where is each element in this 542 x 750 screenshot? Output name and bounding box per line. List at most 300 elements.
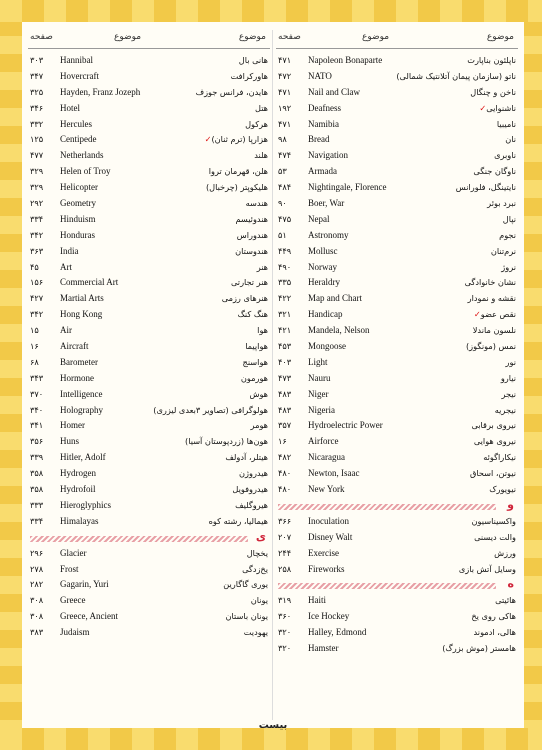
entry-english-term: Hitler, Adolf — [60, 452, 106, 463]
index-entry — [28, 69, 270, 85]
entry-english-term: Newton, Isaac — [308, 468, 360, 479]
entry-english-term: Light — [308, 356, 328, 367]
page-number: بیست — [258, 720, 288, 731]
entry-persian-text: ناوگان جنگی — [473, 166, 516, 177]
entry-page-number: ۱۹۲ — [278, 102, 292, 113]
entry-english-term: Handicap — [308, 309, 343, 320]
index-entry — [276, 291, 518, 307]
entry-persian-text: هلند — [254, 150, 268, 161]
entry-persian-text: هنگ کنگ — [237, 309, 268, 320]
entry-english-term: Astronomy — [308, 229, 349, 240]
entry-page-number: ۳۵۷ — [278, 420, 292, 431]
entry-page-number: ۴۲۲ — [278, 293, 292, 304]
entry-page-number: ۳۲۵ — [30, 86, 44, 97]
index-entry — [28, 609, 270, 625]
entry-page-number: ۱۶ — [30, 341, 39, 352]
entry-persian-term — [257, 262, 268, 272]
index-entry — [28, 228, 270, 244]
index-entry — [276, 609, 518, 625]
index-entry — [276, 339, 518, 355]
index-column-right — [276, 28, 518, 657]
entry-persian-text: نیارو — [500, 372, 516, 383]
entry-english-term: Commercial Art — [60, 277, 119, 288]
index-entry — [28, 117, 270, 133]
index-entry — [276, 450, 518, 466]
entry-page-number: ۴۷۱ — [278, 55, 292, 65]
entry-page-number: ۳۰۸ — [30, 611, 44, 622]
entry-persian-term — [254, 150, 268, 160]
checkmark-icon: ✓ — [473, 309, 481, 320]
entry-english-term: Hydrogen — [60, 468, 96, 479]
entry-english-term: Air — [60, 325, 72, 336]
entry-persian-text: نمس (مونگوز) — [465, 341, 516, 352]
entry-persian-text: هیمالیا، رشته کوه — [208, 515, 268, 526]
entry-english-term: Armada — [308, 166, 337, 177]
index-entry — [28, 482, 270, 498]
index-entry — [276, 514, 518, 530]
entry-english-term: Martial Arts — [60, 293, 104, 304]
entry-persian-term — [471, 420, 516, 430]
entry-page-number: ۴۷۱ — [278, 118, 292, 129]
entry-page-number: ۳۳۳ — [30, 499, 44, 510]
index-entry — [276, 275, 518, 291]
entry-english-term: Hormone — [60, 372, 94, 383]
entry-persian-term — [246, 198, 268, 208]
index-entry — [276, 482, 518, 498]
entry-persian-term — [497, 119, 516, 129]
column-divider — [272, 30, 273, 720]
entry-english-term: Homer — [60, 420, 85, 431]
entry-persian-text: هیتلر، آدولف — [225, 452, 268, 463]
entry-persian-text: هانی بال — [238, 55, 268, 65]
index-entry — [28, 403, 270, 419]
index-entry — [276, 641, 518, 657]
entry-persian-term — [223, 579, 268, 589]
index-entry — [276, 434, 518, 450]
entry-page-number: ۵۳ — [278, 166, 287, 177]
entry-persian-term — [225, 452, 268, 462]
index-entry — [28, 450, 270, 466]
index-entry — [28, 275, 270, 291]
entry-persian-text: هلن، قهرمان تروا — [208, 166, 268, 177]
entry-english-term: Inoculation — [308, 515, 349, 526]
entry-english-term: Hayden, Franz Jozeph — [60, 86, 141, 97]
entry-persian-text: هوا — [257, 325, 268, 336]
entry-page-number: ۳۱۹ — [278, 595, 292, 606]
entry-page-number: ۴۵۳ — [278, 341, 292, 352]
entry-page-number: ۴۸۰ — [278, 484, 292, 495]
entry-page-number: ۱۵ — [30, 325, 39, 336]
entry-english-term: Hovercraft — [60, 70, 99, 81]
entry-page-number: ۴۷۲ — [278, 70, 292, 81]
entry-page-number: ۳۴۶ — [30, 102, 44, 113]
entry-page-number: ۴۸۴ — [278, 182, 292, 193]
entry-english-term: Hannibal — [60, 55, 93, 65]
entry-persian-text: هورمون — [240, 372, 268, 383]
index-entry — [28, 85, 270, 101]
entry-persian-term — [495, 595, 516, 605]
index-entry — [276, 387, 518, 403]
decorative-border-bottom — [0, 728, 542, 750]
entry-persian-text: نرم‌تنان — [490, 245, 516, 256]
index-entry — [276, 625, 518, 641]
entry-english-term: Napoleon Bonaparte — [308, 55, 383, 65]
entry-persian-term — [474, 532, 516, 542]
entry-page-number: ۳۴۳ — [30, 372, 44, 383]
index-entry — [276, 307, 518, 323]
entry-persian-term — [231, 277, 268, 287]
entry-persian-text: هنر — [256, 261, 268, 272]
entry-persian-text: نشان خانوادگی — [464, 277, 516, 288]
entry-english-term: Hydrofoil — [60, 484, 96, 495]
entry-english-term: Navigation — [308, 150, 348, 161]
section-letter: و — [507, 497, 514, 511]
entry-page-number: ۳۲۱ — [278, 309, 292, 320]
entry-persian-text: هاکی روی یخ — [471, 611, 516, 622]
header-topic-fa: موضوع — [486, 32, 514, 42]
entry-english-term: Ice Hockey — [308, 611, 350, 622]
entry-page-number: ۴۷۵ — [278, 213, 292, 224]
header-topic-fa: موضوع — [238, 32, 266, 42]
entry-persian-term — [251, 420, 268, 430]
entry-english-term: Disney Walt — [308, 531, 353, 542]
entry-page-number: ۴۷۴ — [278, 150, 292, 161]
entry-persian-term — [222, 293, 268, 303]
header-topic-en: موضوع — [362, 32, 390, 42]
entry-persian-text: هیدروفویل — [232, 484, 268, 495]
entry-english-term: Hercules — [60, 118, 92, 129]
entry-page-number: ۳۶۰ — [278, 611, 292, 622]
entry-persian-text: نایتینگل، فلورانس — [455, 182, 516, 193]
index-entry — [28, 339, 270, 355]
entry-persian-term — [185, 436, 268, 446]
entry-page-number: ۴۸۰ — [278, 468, 292, 479]
entry-persian-term — [242, 564, 268, 574]
entry-persian-text: نیویورک — [489, 484, 516, 495]
entry-page-number: ۳۴۱ — [30, 420, 44, 431]
entry-persian-text: نیجریه — [494, 404, 516, 415]
index-entry — [276, 418, 518, 434]
entry-english-term: Nigeria — [308, 404, 335, 415]
entry-persian-text: هتل — [255, 102, 268, 113]
entry-persian-term — [474, 436, 516, 446]
entry-english-term: Aircraft — [60, 341, 89, 352]
entry-page-number: ۱۶ — [278, 436, 287, 447]
entry-persian-term — [247, 548, 268, 558]
index-entry — [276, 132, 518, 148]
entry-english-term: Huns — [60, 436, 80, 447]
entry-page-number: ۳۳۵ — [278, 277, 292, 288]
index-entry — [28, 307, 270, 323]
entry-persian-term — [243, 357, 268, 367]
entry-persian-term — [209, 516, 268, 526]
entry-english-term: NATO — [308, 70, 332, 81]
entry-english-term: Hinduism — [60, 213, 96, 224]
entry-persian-text: نقص عضو — [480, 309, 516, 320]
header-page: صفحه — [278, 32, 301, 42]
entry-page-number: ۳۵۸ — [30, 468, 44, 479]
entry-persian-text: هیدروژن — [239, 468, 268, 479]
section-divider — [276, 498, 518, 514]
entry-page-number: ۳۴۷ — [30, 70, 44, 81]
entry-persian-text: یونان — [250, 595, 268, 606]
entry-english-term: Art — [60, 261, 72, 272]
section-letter: ی — [255, 529, 266, 543]
entry-page-number: ۳۲۰ — [278, 642, 292, 653]
entry-persian-term — [196, 87, 268, 97]
entry-persian-term — [396, 71, 516, 81]
entry-persian-term — [477, 103, 516, 113]
entry-persian-text: نیروی هوایی — [473, 436, 516, 447]
index-entry — [276, 69, 518, 85]
entry-persian-term — [206, 182, 268, 192]
entry-english-term: Mongoose — [308, 341, 346, 352]
hatched-divider-bar — [278, 504, 496, 510]
entry-persian-text: وسایل آتش بازی — [458, 563, 516, 574]
entry-english-term: New York — [308, 484, 345, 495]
index-entry — [28, 132, 270, 148]
entry-persian-text: نپال — [502, 213, 516, 224]
entry-persian-term — [456, 182, 516, 192]
entry-page-number: ۳۲۹ — [30, 166, 44, 177]
entry-page-number: ۹۰ — [278, 198, 287, 209]
entry-page-number: ۳۵۸ — [30, 484, 44, 495]
entry-persian-text: ناخن و چنگال — [470, 86, 516, 97]
entry-page-number: ۳۵۶ — [30, 436, 44, 447]
entry-persian-text: ناتو (سازمان پیمان آتلانتیک شمالی) — [396, 70, 516, 81]
entry-page-number: ۴۸۲ — [278, 452, 292, 463]
entry-persian-term — [468, 293, 516, 303]
entry-persian-term — [491, 246, 516, 256]
index-entry — [276, 323, 518, 339]
entry-persian-text: هولوگرافی (تصاویر ۳بعدی لیزری) — [153, 404, 268, 415]
entry-persian-text: هالی، ادموند — [473, 627, 516, 638]
decorative-border-right — [524, 0, 542, 750]
index-entry — [28, 180, 270, 196]
index-entry — [28, 260, 270, 276]
entry-persian-text: هندوراس — [236, 229, 268, 240]
entry-page-number: ۶۸ — [30, 356, 39, 367]
entry-english-term: Helicopter — [60, 182, 98, 193]
entry-persian-text: یخ‌زدگی — [242, 563, 268, 574]
entry-persian-term — [459, 564, 516, 574]
entry-persian-term — [153, 405, 268, 415]
entry-english-term: Niger — [308, 388, 329, 399]
entry-english-term: Netherlands — [60, 150, 104, 161]
entry-persian-term — [235, 246, 268, 256]
entry-english-term: Himalayas — [60, 515, 99, 526]
index-entry — [276, 212, 518, 228]
index-entry — [28, 355, 270, 371]
entry-persian-term — [472, 309, 516, 319]
entry-persian-text: هندسه — [245, 198, 268, 209]
entry-persian-term — [472, 516, 516, 526]
entry-english-term: Mandela, Nelson — [308, 325, 370, 336]
entry-page-number: ۳۳۹ — [30, 452, 44, 463]
entry-persian-term — [505, 134, 516, 144]
entry-english-term: Boer, War — [308, 198, 345, 209]
index-entry — [28, 625, 270, 641]
entry-persian-text: نیروی برقابی — [471, 420, 516, 431]
entry-english-term: Hydroelectric Power — [308, 420, 383, 431]
entry-persian-text: والت دیسنی — [474, 531, 516, 542]
index-entry — [276, 164, 518, 180]
section-divider — [276, 577, 518, 593]
entry-page-number: ۳۷۰ — [30, 388, 44, 399]
entry-persian-term — [465, 277, 516, 287]
entry-english-term: Hamster — [308, 642, 339, 653]
entry-persian-text: نبرد بوئر — [487, 198, 516, 209]
entry-english-term: Holography — [60, 404, 103, 415]
entry-page-number: ۴۹۰ — [278, 261, 292, 272]
entry-persian-term — [238, 309, 268, 319]
entry-page-number: ۹۸ — [278, 134, 287, 145]
entry-persian-term — [494, 150, 516, 160]
entry-persian-text: یخچال — [246, 547, 268, 558]
index-entry — [28, 418, 270, 434]
entry-page-number: ۳۰۳ — [30, 55, 44, 65]
entry-persian-term — [232, 484, 268, 494]
entry-persian-term — [506, 357, 516, 367]
entry-english-term: Halley, Edmond — [308, 627, 367, 638]
entry-english-term: Judaism — [60, 627, 90, 638]
entry-english-term: Heraldry — [308, 277, 340, 288]
entry-persian-term — [467, 55, 516, 65]
entry-persian-term — [487, 198, 516, 208]
entry-persian-term — [474, 627, 517, 637]
entry-persian-term — [225, 611, 268, 621]
entry-page-number: ۱۵۶ — [30, 277, 44, 288]
entry-english-term: Glacier — [60, 547, 87, 558]
entry-persian-text: هنرهای رزمی — [221, 293, 268, 304]
entry-persian-term — [231, 71, 268, 81]
index-entry — [28, 514, 270, 530]
entry-english-term: Greece, Ancient — [60, 611, 118, 622]
index-entry — [276, 148, 518, 164]
entry-page-number: ۴۷۳ — [278, 372, 292, 383]
entry-english-term: Fireworks — [308, 563, 345, 574]
entry-persian-term — [499, 230, 516, 240]
entry-persian-text: یهودیت — [243, 627, 268, 638]
entry-persian-term — [495, 405, 516, 415]
index-entry — [276, 85, 518, 101]
decorative-border-left — [0, 0, 22, 750]
entry-persian-term — [473, 166, 516, 176]
entry-page-number: ۳۸۳ — [30, 627, 44, 638]
entry-english-term: Barometer — [60, 356, 98, 367]
index-entry — [28, 101, 270, 117]
entry-english-term: Exercise — [308, 547, 339, 558]
entry-persian-term — [239, 468, 268, 478]
entry-persian-term — [483, 452, 516, 462]
index-entry — [28, 323, 270, 339]
entry-persian-text: نجوم — [499, 229, 516, 240]
hatched-divider-bar — [278, 583, 496, 589]
entry-persian-text: هاورکرافت — [230, 70, 268, 81]
entry-page-number: ۳۲۰ — [278, 627, 292, 638]
entry-persian-term — [203, 134, 268, 144]
entry-persian-text: نیوتن، اسحاق — [469, 468, 516, 479]
index-entry — [28, 371, 270, 387]
index-entry — [276, 593, 518, 609]
entry-persian-term — [470, 468, 516, 478]
entry-persian-term — [255, 103, 268, 113]
entry-persian-text: هندوئیسم — [235, 213, 268, 224]
entry-page-number: ۲۷۸ — [30, 563, 44, 574]
entry-persian-term — [489, 484, 516, 494]
entry-page-number: ۳۳۴ — [30, 213, 44, 224]
entry-english-term: Hotel — [60, 102, 80, 113]
entry-english-term: Nail and Claw — [308, 86, 360, 97]
entry-persian-text: نلسون ماندلا — [472, 325, 516, 336]
index-entry — [276, 530, 518, 546]
entry-english-term: Norway — [308, 261, 337, 272]
checkmark-icon: ✓ — [479, 102, 487, 113]
entry-page-number: ۴۵ — [30, 261, 39, 272]
entry-persian-text: هلیکوپتر (چرخبال) — [205, 182, 268, 193]
entry-persian-term — [501, 389, 516, 399]
entry-page-number: ۲۵۸ — [278, 563, 292, 574]
entry-persian-text: هنر تجارتی — [230, 277, 268, 288]
entry-persian-term — [501, 262, 516, 272]
entry-persian-text: نان — [505, 134, 516, 145]
entry-persian-term — [244, 627, 268, 637]
entry-persian-text: یونان باستان — [225, 611, 268, 622]
entry-page-number: ۳۳۲ — [30, 118, 44, 129]
entry-persian-term — [466, 341, 516, 351]
index-entry — [276, 228, 518, 244]
index-entry — [28, 53, 270, 69]
entry-persian-text: هندوستان — [235, 245, 268, 256]
entry-persian-text: نروژ — [501, 261, 516, 272]
entry-english-term: Airforce — [308, 436, 339, 447]
entry-persian-term — [209, 166, 268, 176]
index-entry — [276, 546, 518, 562]
entry-persian-term — [471, 611, 516, 621]
entry-persian-term — [257, 325, 268, 335]
entry-persian-term — [239, 55, 268, 65]
index-entry — [28, 387, 270, 403]
entry-persian-text: هزارپا (ترم ثنان) — [211, 134, 268, 145]
entry-persian-text: هرکول — [245, 118, 268, 129]
entry-english-term: Centipede — [60, 134, 97, 145]
index-entry — [276, 403, 518, 419]
index-entry — [28, 148, 270, 164]
entry-persian-text: هواپیما — [245, 341, 268, 352]
index-list-left — [28, 53, 270, 641]
index-entry — [276, 466, 518, 482]
entry-page-number: ۲۹۶ — [30, 547, 44, 558]
entry-persian-text: نقشه و نمودار — [467, 293, 516, 304]
entry-page-number: ۲۸۲ — [30, 579, 44, 590]
entry-english-term: Map and Chart — [308, 293, 362, 304]
entry-page-number: ۱۲۵ — [30, 134, 44, 145]
entry-persian-term — [251, 595, 268, 605]
index-entry — [276, 260, 518, 276]
index-column-left — [28, 28, 270, 641]
entry-persian-text: نامیبیا — [496, 118, 516, 129]
index-entry — [28, 498, 270, 514]
index-entry — [28, 244, 270, 260]
entry-page-number: ۲۹۲ — [30, 198, 44, 209]
entry-persian-text: نور — [505, 356, 516, 367]
entry-page-number: ۳۶۳ — [30, 245, 44, 256]
entry-page-number: ۴۰۳ — [278, 356, 292, 367]
entry-page-number: ۳۲۹ — [30, 182, 44, 193]
entry-page-number: ۴۲۷ — [30, 293, 44, 304]
entry-persian-term — [473, 325, 516, 335]
header-topic-en: موضوع — [114, 32, 142, 42]
